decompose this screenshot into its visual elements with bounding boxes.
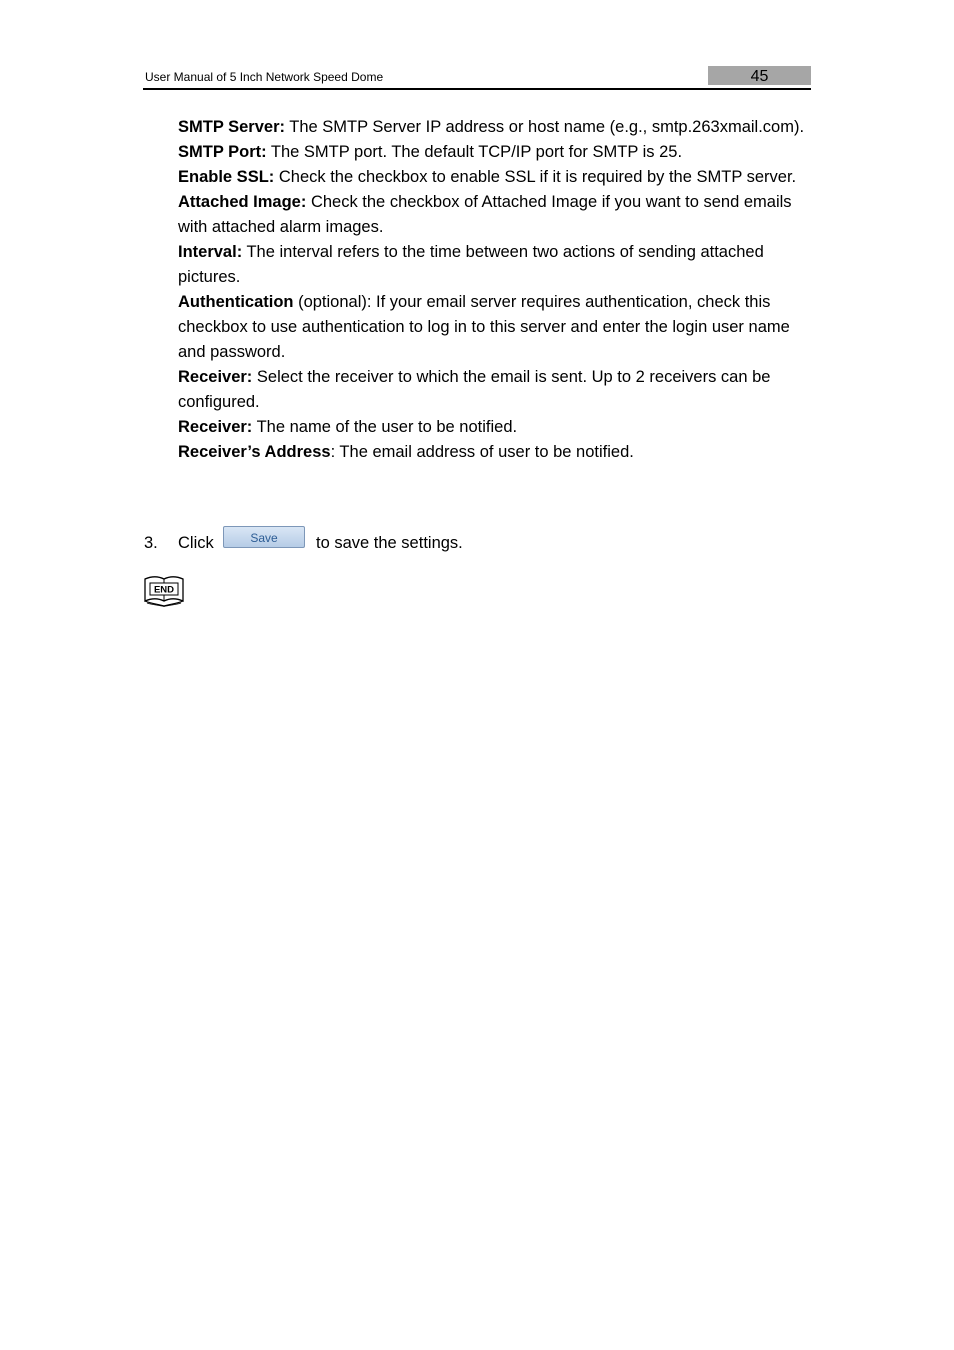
definition-item [178,415,818,440]
page-number: 45 [708,66,811,85]
end-label: END [153,584,175,596]
definition-text: Check the checkbox of Attached Image if you want to send emails with attached alarm images. [178,193,792,236]
definition-item [178,115,818,140]
definition-term: Receiver: [178,418,253,436]
definition-text: : The email address of user to be notified. [330,443,634,461]
definition-item [178,240,818,290]
definition-text: Check the checkbox to enable SSL if it is required by the SMTP server. [274,168,797,186]
definition-term: Authentication [178,293,294,311]
definition-list [178,115,818,465]
definition-term: Receiver: [178,368,253,386]
definition-term: Interval: [178,243,243,261]
definition-term: SMTP Port: [178,143,267,161]
step-number: 3. [144,534,158,552]
definition-item [178,290,818,365]
definition-item [178,190,818,240]
page-header [143,66,811,90]
definition-text: (optional): If your email server requires authentication, check this checkbox to use authentication to log in to this server and enter the login user name and password. [178,293,790,361]
definition-text: The interval refers to the time between two actions of sending attached pictures. [178,243,764,286]
definition-term: SMTP Server: [178,118,285,136]
definition-item [178,365,818,415]
end-book-icon [143,573,185,607]
definition-item [178,165,818,190]
definition-item [178,440,818,465]
definition-term: Receiver’s Address [178,443,331,461]
save-button[interactable]: Save [223,526,305,548]
definition-text: The SMTP Server IP address or host name (e.g., smtp.263xmail.com). [285,118,805,136]
definition-text: The name of the user to be notified. [252,418,518,436]
definition-text: The SMTP port. The default TCP/IP port for SMTP is 25. [266,143,683,161]
definition-term: Enable SSL: [178,168,275,186]
header-title: User Manual of 5 Inch Network Speed Dome [145,70,384,84]
step-suffix: to save the settings. [316,534,463,552]
definition-term: Attached Image: [178,193,307,211]
definition-text: Select the receiver to which the email is sent. Up to 2 receivers can be configured. [178,368,771,411]
definition-item [178,140,818,165]
step-prefix: Click [178,534,214,552]
